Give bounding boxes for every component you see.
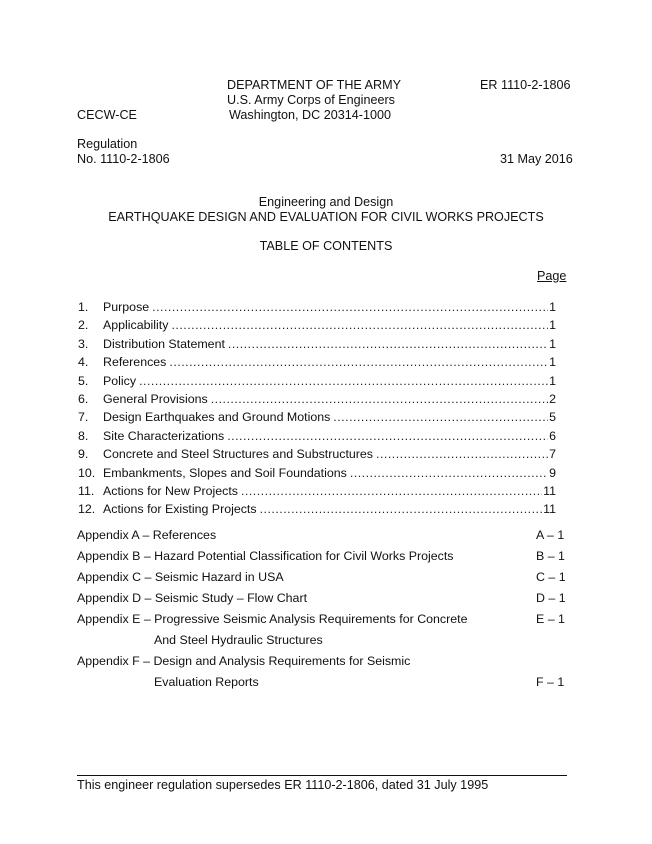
dot-leader — [333, 408, 548, 426]
dot-leader — [376, 445, 548, 463]
toc-number: 2. — [78, 318, 89, 333]
toc-page: 1 — [549, 336, 556, 351]
appendix-item-e-continued — [77, 630, 567, 651]
toc-number: 12. — [78, 502, 96, 517]
toc-page: 1 — [549, 318, 556, 333]
toc-page: 9 — [549, 465, 556, 480]
appendix-item-f-continued — [77, 672, 567, 693]
dot-leader — [260, 500, 543, 518]
office-symbol: CECW-CE — [77, 108, 137, 122]
toc-page: 11 — [543, 483, 556, 498]
toc-number: 1. — [78, 300, 89, 314]
appendix-item-d[interactable] — [77, 588, 567, 609]
toc-page: 1 — [549, 355, 556, 370]
toc-page: 1 — [549, 373, 556, 388]
dot-leader — [228, 335, 548, 353]
toc-item-design-earthquakes[interactable] — [78, 408, 556, 426]
appendix-title: Appendix B – Hazard Potential Classification for Civil Works Projects — [77, 549, 454, 563]
appendix-title-continued: And Steel Hydraulic Structures — [154, 633, 323, 647]
appendix-list — [77, 525, 567, 693]
appendix-title: Appendix D – Seismic Study – Flow Chart — [77, 591, 308, 605]
supersedes-note: This engineer regulation supersedes ER 1110-2-1806, dated 31 July 1995 — [77, 778, 489, 792]
toc-title: Actions for Existing Projects — [103, 502, 257, 517]
appendix-page: B – 1 — [536, 549, 565, 563]
toc-number: 8. — [78, 428, 89, 443]
toc-title: Site Characterizations — [103, 428, 225, 443]
toc-title: Distribution Statement — [103, 336, 225, 351]
toc-item-existing-projects[interactable] — [78, 500, 556, 518]
toc-item-distribution-statement[interactable] — [78, 335, 556, 353]
appendix-item-f[interactable] — [77, 651, 567, 672]
toc-item-policy[interactable] — [78, 372, 556, 390]
appendix-title: Appendix A – References — [77, 528, 217, 542]
subject-heading: Engineering and Design — [258, 195, 394, 209]
appendix-title: Appendix E – Progressive Seismic Analysis Requirements for Concrete — [77, 612, 468, 626]
dot-leader — [350, 464, 548, 482]
toc-number: 6. — [78, 391, 89, 406]
toc-page: 1 — [549, 300, 556, 314]
corps-name: U.S. Army Corps of Engineers — [227, 93, 395, 107]
appendix-page: D – 1 — [536, 591, 566, 605]
table-of-contents — [78, 298, 556, 519]
toc-title: Applicability — [103, 318, 169, 333]
toc-title: Purpose — [103, 300, 150, 314]
toc-number: 11. — [78, 483, 95, 498]
department-name: DEPARTMENT OF THE ARMY — [227, 78, 402, 92]
toc-number: 3. — [78, 336, 89, 351]
appendix-page: C – 1 — [536, 570, 566, 584]
toc-number: 9. — [78, 447, 89, 462]
toc-number: 4. — [78, 355, 89, 370]
appendix-page: A – 1 — [536, 528, 565, 542]
toc-page: 7 — [549, 447, 556, 462]
appendix-item-e[interactable] — [77, 609, 567, 630]
toc-item-applicability[interactable] — [78, 316, 556, 334]
appendix-item-b[interactable] — [77, 546, 567, 567]
toc-heading: TABLE OF CONTENTS — [259, 239, 393, 253]
document-number: ER 1110-2-1806 — [480, 78, 571, 92]
toc-item-general-provisions[interactable] — [78, 390, 556, 408]
dot-leader — [139, 372, 548, 390]
address: Washington, DC 20314-1000 — [229, 108, 391, 122]
toc-title: Concrete and Steel Structures and Substructures — [103, 447, 373, 462]
toc-title: References — [103, 355, 167, 370]
appendix-item-c[interactable] — [77, 567, 567, 588]
toc-page: 2 — [549, 391, 556, 406]
toc-page: 6 — [549, 428, 556, 443]
appendix-item-a[interactable] — [77, 525, 567, 546]
toc-item-site-characterizations[interactable] — [78, 427, 556, 445]
document-title: EARTHQUAKE DESIGN AND EVALUATION FOR CIVIL WORKS PROJECTS — [108, 210, 544, 224]
toc-item-concrete-steel-structures[interactable] — [78, 445, 556, 463]
page-column-label: Page — [537, 269, 567, 283]
appendix-page: F – 1 — [536, 675, 565, 689]
toc-item-new-projects[interactable] — [78, 482, 556, 500]
toc-item-purpose[interactable] — [78, 298, 556, 316]
toc-number: 5. — [78, 373, 89, 388]
regulation-number: No. 1110-2-1806 — [77, 152, 170, 166]
toc-title: General Provisions — [103, 391, 208, 406]
toc-page: 11 — [543, 502, 556, 517]
dot-leader — [169, 353, 548, 371]
toc-title: Actions for New Projects — [103, 483, 238, 498]
appendix-title: Appendix F – Design and Analysis Requirements for Seismic — [77, 654, 411, 668]
footer-divider — [77, 775, 567, 776]
regulation-label: Regulation — [77, 137, 138, 151]
toc-title: Design Earthquakes and Ground Motions — [103, 410, 331, 425]
toc-item-references[interactable] — [78, 353, 556, 371]
publication-date: 31 May 2016 — [500, 152, 573, 166]
dot-leader — [171, 316, 548, 334]
appendix-title: Appendix C – Seismic Hazard in USA — [77, 570, 284, 584]
toc-title: Embankments, Slopes and Soil Foundations — [103, 465, 347, 480]
dot-leader — [241, 482, 542, 500]
toc-title: Policy — [103, 373, 137, 388]
toc-number: 10. — [78, 465, 96, 480]
dot-leader — [211, 390, 548, 408]
appendix-page: E – 1 — [536, 612, 565, 626]
dot-leader — [152, 298, 548, 316]
toc-page: 5 — [549, 410, 556, 425]
toc-number: 7. — [78, 410, 89, 425]
dot-leader — [227, 427, 548, 445]
toc-item-embankments[interactable] — [78, 464, 556, 482]
appendix-title-continued: Evaluation Reports — [154, 675, 259, 689]
